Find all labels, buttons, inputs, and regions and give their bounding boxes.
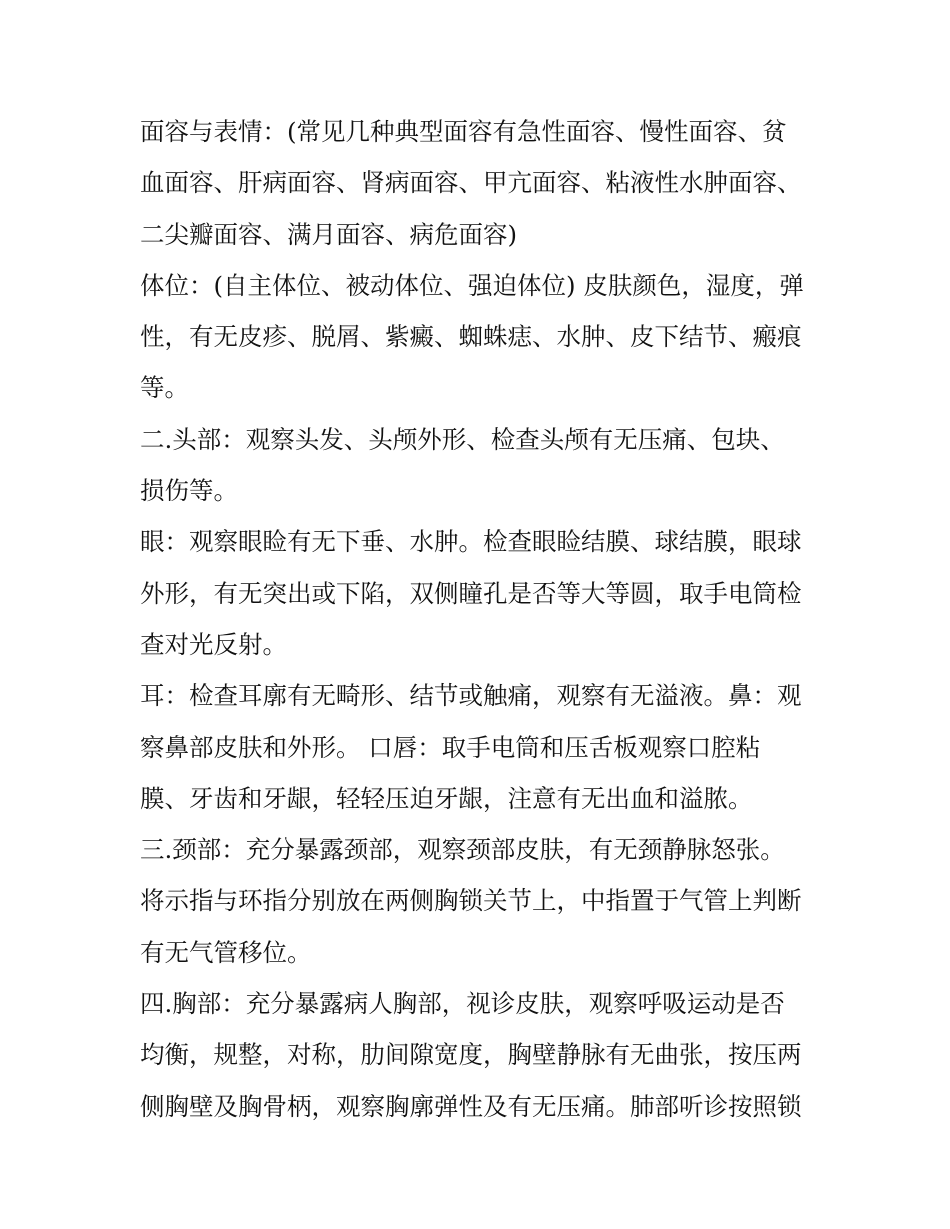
text-line: 面容与表情：(常见几种典型面容有急性面容、慢性面容、贫	[140, 117, 787, 146]
text-line: 膜、牙齿和牙龈，轻轻压迫牙龈，注意有无出血和溢脓。	[140, 783, 753, 813]
text-line: 四.胸部：充分暴露病人胸部，视诊皮肤，观察呼吸运动是否	[140, 989, 785, 1019]
text-line: 均衡，规整，对称，肋间隙宽度，胸壁静脉有无曲张，按压两	[140, 1040, 802, 1070]
text-line: 二尖瓣面容、满月面容、病危面容)	[140, 219, 518, 249]
text-line: 眼：观察眼睑有无下垂、水肿。检查眼睑结膜、球结膜，眼球	[140, 527, 802, 557]
text-line: 耳：检查耳廓有无畸形、结节或触痛，观察有无溢液。鼻：观	[140, 681, 802, 711]
text-line: 三.颈部：充分暴露颈部，观察颈部皮肤，有无颈静脉怒张。	[140, 835, 785, 865]
document-body	[140, 106, 820, 1132]
text-line: 察鼻部皮肤和外形。 口唇：取手电筒和压舌板观察口腔粘	[140, 732, 761, 762]
text-line: 体位：(自主体位、被动体位、强迫体位) 皮肤颜色，湿度，弹	[140, 270, 804, 300]
text-line: 有无气管移位。	[140, 937, 312, 967]
text-line: 侧胸壁及胸骨柄，观察胸廓弹性及有无压痛。肺部听诊按照锁	[140, 1091, 802, 1121]
text-line: 等。	[140, 373, 189, 403]
text-line: 血面容、肝病面容、肾病面容、甲亢面容、粘液性水肿面容、	[140, 168, 802, 198]
text-line: 性，有无皮疹、脱屑、紫癜、蜘蛛痣、水肿、皮下结节、瘢痕	[140, 322, 802, 352]
text-line: 损伤等。	[140, 476, 238, 506]
text-line: 二.头部：观察头发、头颅外形、检查头颅有无压痛、包块、	[140, 424, 785, 454]
text-line: 外形，有无突出或下陷，双侧瞳孔是否等大等圆，取手电筒检	[140, 578, 802, 608]
text-line: 将示指与环指分别放在两侧胸锁关节上，中指置于气管上判断	[140, 886, 802, 916]
text-line: 查对光反射。	[140, 629, 287, 659]
